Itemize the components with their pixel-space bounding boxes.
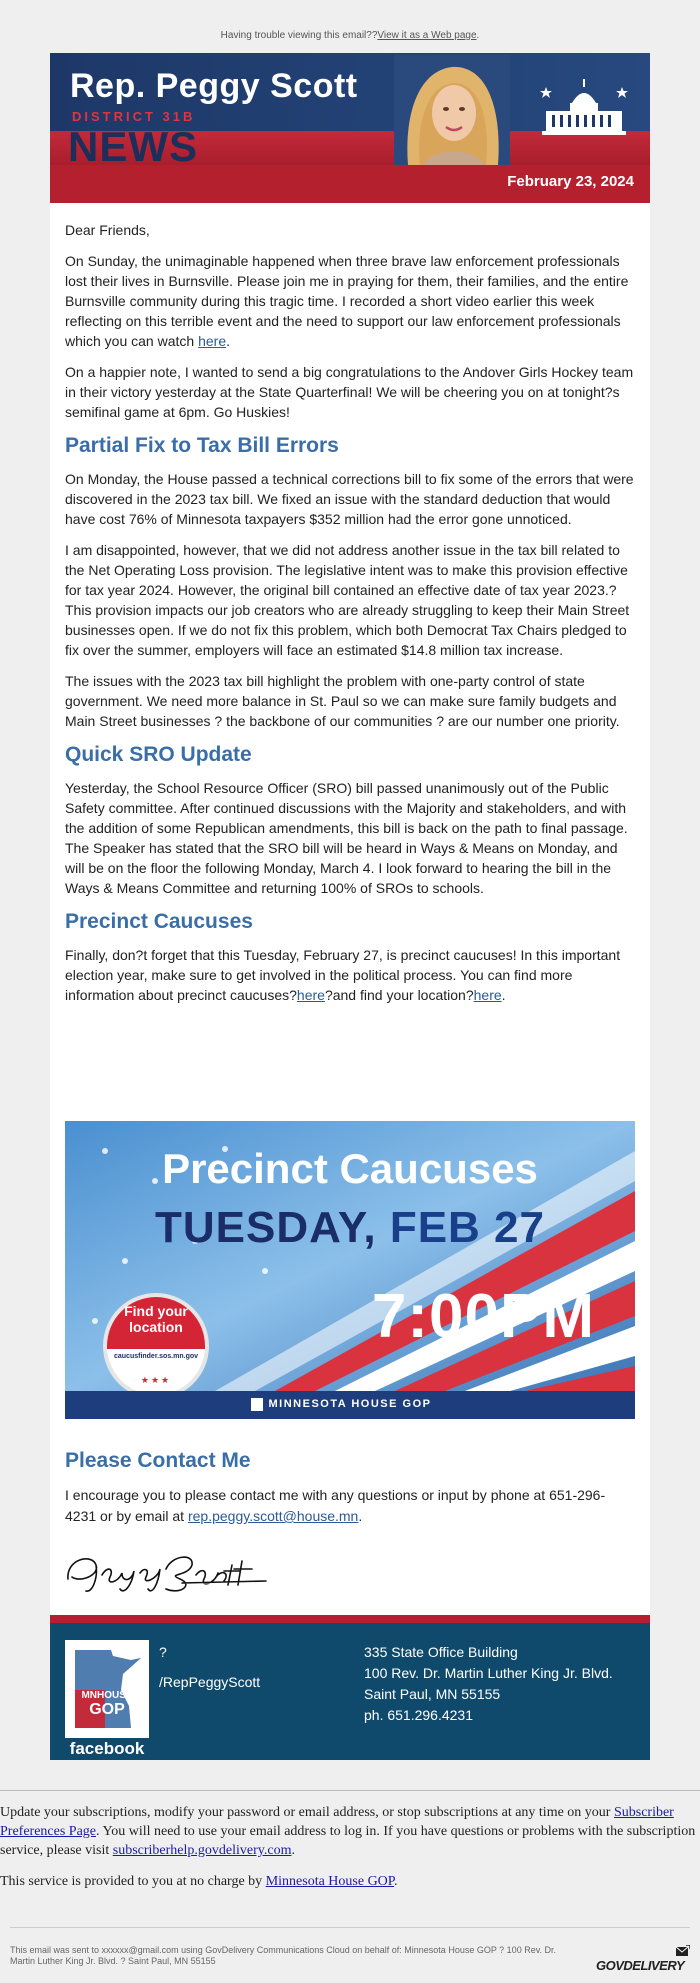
greeting: Dear Friends, [65, 222, 150, 238]
caucus-location-here-link[interactable]: here [473, 987, 502, 1003]
subscription-text2: . You will need to use your email address to log in. If you have questions or problems with the subscription service, please visit [0, 1824, 696, 1858]
office-address [364, 1642, 613, 1726]
paragraph-burnsville [65, 251, 635, 351]
heading-precinct-caucuses: Precinct Caucuses [65, 910, 253, 933]
mn-house-gop-logo [71, 1646, 143, 1732]
paragraph-caucuses-mid: ?and find your location? [324, 987, 474, 1003]
paragraph-tax-nol: I am disappointed, however, that we did not address another issue in the tax bill related to the Net Operating Loss provision. The legislative intent was to make this provision effective for tax year 2024. However, the original bill contained an effective date of tax year 2023.?This provision impacts our job creators who are already struggling to keep their Main Street businesses open. If we do not fix this problem, which both Democrat Tax Chairs pledged to fix over the summer, employers will face an estimated $14.8 million tax increase. [65, 542, 630, 658]
paragraph-contact-end: . [358, 1508, 363, 1524]
logo-text-line1: MNHOUSE [81, 1690, 133, 1701]
find-location-badge[interactable] [103, 1293, 209, 1399]
subscriber-preferences-link[interactable]: Subscriber Preferences Page [0, 1805, 674, 1839]
promo-title: Precinct Caucuses [162, 1145, 538, 1192]
view-web-page-link[interactable]: View it as a Web page [377, 30, 477, 41]
facebook-handle-prefix: ? [159, 1644, 167, 1660]
news-label: NEWS [68, 123, 198, 170]
paragraph-caucuses-end: . [501, 987, 506, 1003]
paragraph-contact-text: I encourage you to please contact me with any questions or input by phone at 651-296-4231 or by email at [65, 1487, 606, 1524]
badge-line2: location [129, 1319, 183, 1335]
email-link[interactable]: rep.peggy.scott@house.mn [187, 1508, 359, 1524]
fine-print: This email was sent to xxxxxx@gmail.com using GovDelivery Communications Cloud on behalf of: Minnesota House GOP ? 100 Rev. Dr. Martin Luther King Jr. Blvd. ? Saint Paul, MN 55155 [10, 1945, 557, 1966]
minnesota-house-gop-link[interactable]: Minnesota House GOP [265, 1874, 395, 1889]
paragraph-tax-fix: On Monday, the House passed a technical corrections bill to fix some of the errors that were discovered in the 2023 tax bill. We fixed an issue with the standard deduction that would have cost 76% of Minnesota taxpayers $352 million had the error gone unnoticed. [65, 471, 634, 527]
facebook-handle[interactable]: /RepPeggyScott [159, 1674, 261, 1690]
subscription-notice [0, 1803, 700, 1860]
badge-line1: Find your [124, 1303, 188, 1319]
rep-name: Rep. Peggy Scott [70, 67, 358, 105]
paragraph-burnsville-text: On Sunday, the unimaginable happened when three brave law enforcement professionals lost their lives in Burnsville. Please join me in praying for them, their families, and the entire Burnsville community during this tragic time. I recorded a short video earlier this week reflecting on this terrible event and the need to support our law enforcement professionals which you can watch [65, 253, 629, 349]
promo-time: 7:00PM [371, 1282, 595, 1351]
top-notice-end: . [476, 30, 480, 41]
heading-contact: Please Contact Me [65, 1449, 251, 1472]
divider [0, 1790, 700, 1791]
top-notice-text: Having trouble viewing this email?? [220, 30, 378, 41]
service-text: This service is provided to you at no charge by [0, 1874, 266, 1889]
issue-date: February 23, 2024 [507, 173, 634, 190]
govdelivery-logo[interactable]: GOVDELIVERY [596, 1958, 685, 1973]
promo-day: TUESDAY, [155, 1203, 377, 1252]
heading-tax-bill: Partial Fix to Tax Bill Errors [65, 434, 339, 457]
video-here-link[interactable]: here [198, 333, 227, 349]
portrait-photo [394, 55, 510, 165]
divider-footer [10, 1927, 690, 1928]
paragraph-hockey: On a happier note, I wanted to send a big congratulations to the Andover Girls Hockey team in their victory yesterday at the State Quarterfinal! We will be cheering you on at tonight?s semifinal game at 6pm. Go Huskies! [65, 364, 634, 420]
paragraph-tax-balance: The issues with the 2023 tax bill highlight the problem with one-party control of state government. We need more balance in St. Paul so we can make sure family budgets and Main Street businesses ? the backbone of our communities ? are our number one priority. [65, 673, 620, 729]
service-notice [0, 1872, 700, 1891]
facebook-wordmark: facebook [69, 1739, 145, 1758]
service-end: . [394, 1874, 398, 1889]
newsletter-body [65, 220, 635, 1016]
govdelivery-envelope-icon [676, 1945, 690, 1957]
promo-footer-bar [65, 1391, 635, 1419]
top-notice [0, 30, 700, 41]
paragraph-contact [65, 1485, 635, 1527]
heading-sro-update: Quick SRO Update [65, 743, 252, 766]
phone-number: ph. 651.296.4231 [364, 1707, 473, 1723]
badge-stars-icon: ★★★ [140, 1375, 172, 1385]
district-label: DISTRICT 31B [72, 109, 196, 124]
promo-footer-label: MINNESOTA HOUSE GOP [268, 1398, 432, 1410]
address-line3: Saint Paul, MN 55155 [364, 1686, 501, 1702]
caucus-info-here-link[interactable]: here [296, 987, 325, 1003]
promo-date [65, 1203, 635, 1253]
subscription-text1: Update your subscriptions, modify your password or email address, or stop subscriptions at any time on your [0, 1805, 614, 1820]
masthead-banner [50, 53, 650, 203]
promo-month-day: FEB 27 [389, 1203, 545, 1252]
capitol-icon [538, 79, 630, 137]
badge-url: caucusfinder.sos.mn.gov [113, 1353, 199, 1360]
subscription-text3: . [291, 1843, 295, 1858]
address-line2: 100 Rev. Dr. Martin Luther King Jr. Blvd. [364, 1665, 613, 1681]
logo-text-line2: GOP [89, 1701, 125, 1718]
precinct-caucuses-graphic[interactable] [65, 1121, 635, 1419]
address-line1: 335 State Office Building [364, 1644, 518, 1660]
paragraph-sro: Yesterday, the School Resource Officer (SRO) bill passed unanimously out of the Public Safety committee. After continued discussions with the Majority and stakeholders, and with the addition of some Republican amendments, this bill is back on the path to final passage. The Speaker has stated that the SRO bill will be heard in Ways & Means on Monday, and will be on the floor the following Monday, March 4. I look forward to hearing the bill in the Ways & Means Committee and returning 100% of SROs to schools. [65, 780, 628, 896]
paragraph-caucuses-text: Finally, don?t forget that this Tuesday, February 27, is precinct caucuses! In this important election year, make sure to get involved in the political process. You can find more information about precinct caucuses? [65, 947, 621, 1003]
paragraph-caucuses [65, 945, 635, 1005]
footer-panel [50, 1615, 650, 1760]
newsletter-card [50, 53, 650, 1760]
signature-image [62, 1539, 272, 1599]
subscriber-help-link[interactable]: subscriberhelp.govdelivery.com [112, 1843, 292, 1858]
facebook-logo-link[interactable] [65, 1640, 149, 1760]
paragraph-burnsville-end: . [226, 333, 230, 349]
